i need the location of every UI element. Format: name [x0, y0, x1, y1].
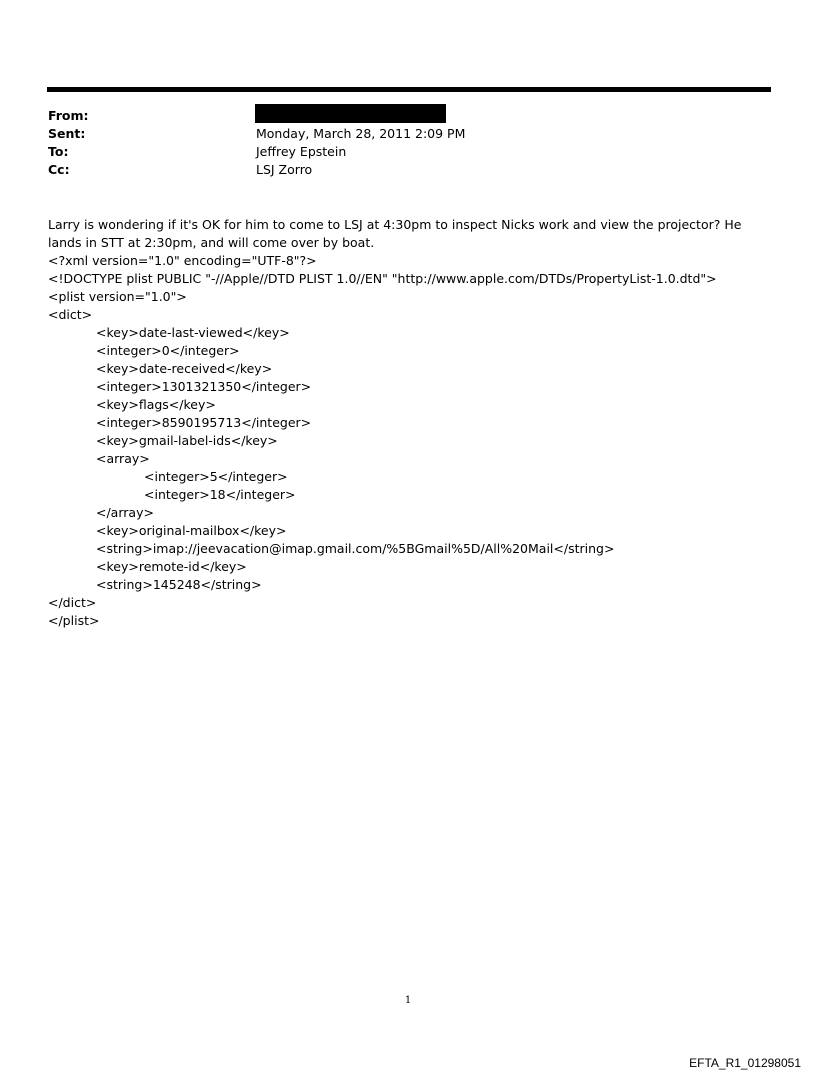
to-value: Jeffrey Epstein [256, 144, 347, 159]
cc-label: Cc: [48, 162, 70, 177]
redacted-from-value [255, 104, 446, 123]
to-label: To: [48, 144, 69, 159]
plist-line: <integer>8590195713</integer> [96, 415, 312, 430]
cc-value: LSJ Zorro [256, 162, 313, 177]
plist-line: <key>date-last-viewed</key> [96, 325, 290, 340]
plist-line: <string>imap://jeevacation@imap.gmail.com/%5BGmail%5D/All%20Mail</string> [96, 541, 615, 556]
header-rule [47, 87, 771, 92]
sent-label: Sent: [48, 126, 86, 141]
plist-line: <key>gmail-label-ids</key> [96, 433, 278, 448]
plist-line: <plist version="1.0"> [48, 289, 187, 304]
plist-line: <key>original-mailbox</key> [96, 523, 287, 538]
plist-line: </array> [96, 505, 154, 520]
email-body [48, 216, 768, 630]
plist-line: <array> [96, 451, 150, 466]
plist-line: </dict> [48, 595, 97, 610]
plist-line: <!DOCTYPE plist PUBLIC "-//Apple//DTD PLIST 1.0//EN" "http://www.apple.com/DTDs/PropertyList-1.0.dtd"> [48, 271, 717, 286]
plist-line: <string>145248</string> [96, 577, 262, 592]
to-row [48, 143, 768, 161]
from-label: From: [48, 108, 89, 123]
plist-line: <dict> [48, 307, 93, 322]
plist-line: <integer>0</integer> [96, 343, 240, 358]
body-paragraph: Larry is wondering if it's OK for him to come to LSJ at 4:30pm to inspect Nicks work and view the projector? He lands in STT at 2:30pm, and will come over by boat. [48, 217, 742, 250]
plist-line: <integer>5</integer> [144, 469, 288, 484]
cc-row [48, 161, 768, 179]
plist-line: <key>remote-id</key> [96, 559, 247, 574]
sent-value: Monday, March 28, 2011 2:09 PM [256, 126, 466, 141]
page-number: 1 [404, 995, 412, 1006]
sent-row [48, 125, 768, 143]
plist-line: </plist> [48, 613, 100, 628]
plist-line: <integer>18</integer> [144, 487, 296, 502]
email-header [48, 107, 768, 179]
plist-line: <key>date-received</key> [96, 361, 273, 376]
plist-line: <?xml version="1.0" encoding="UTF-8"?> [48, 253, 317, 268]
document-id: EFTA_R1_01298051 [689, 1056, 801, 1070]
plist-line: <integer>1301321350</integer> [96, 379, 312, 394]
from-row [48, 107, 768, 125]
plist-line: <key>flags</key> [96, 397, 216, 412]
